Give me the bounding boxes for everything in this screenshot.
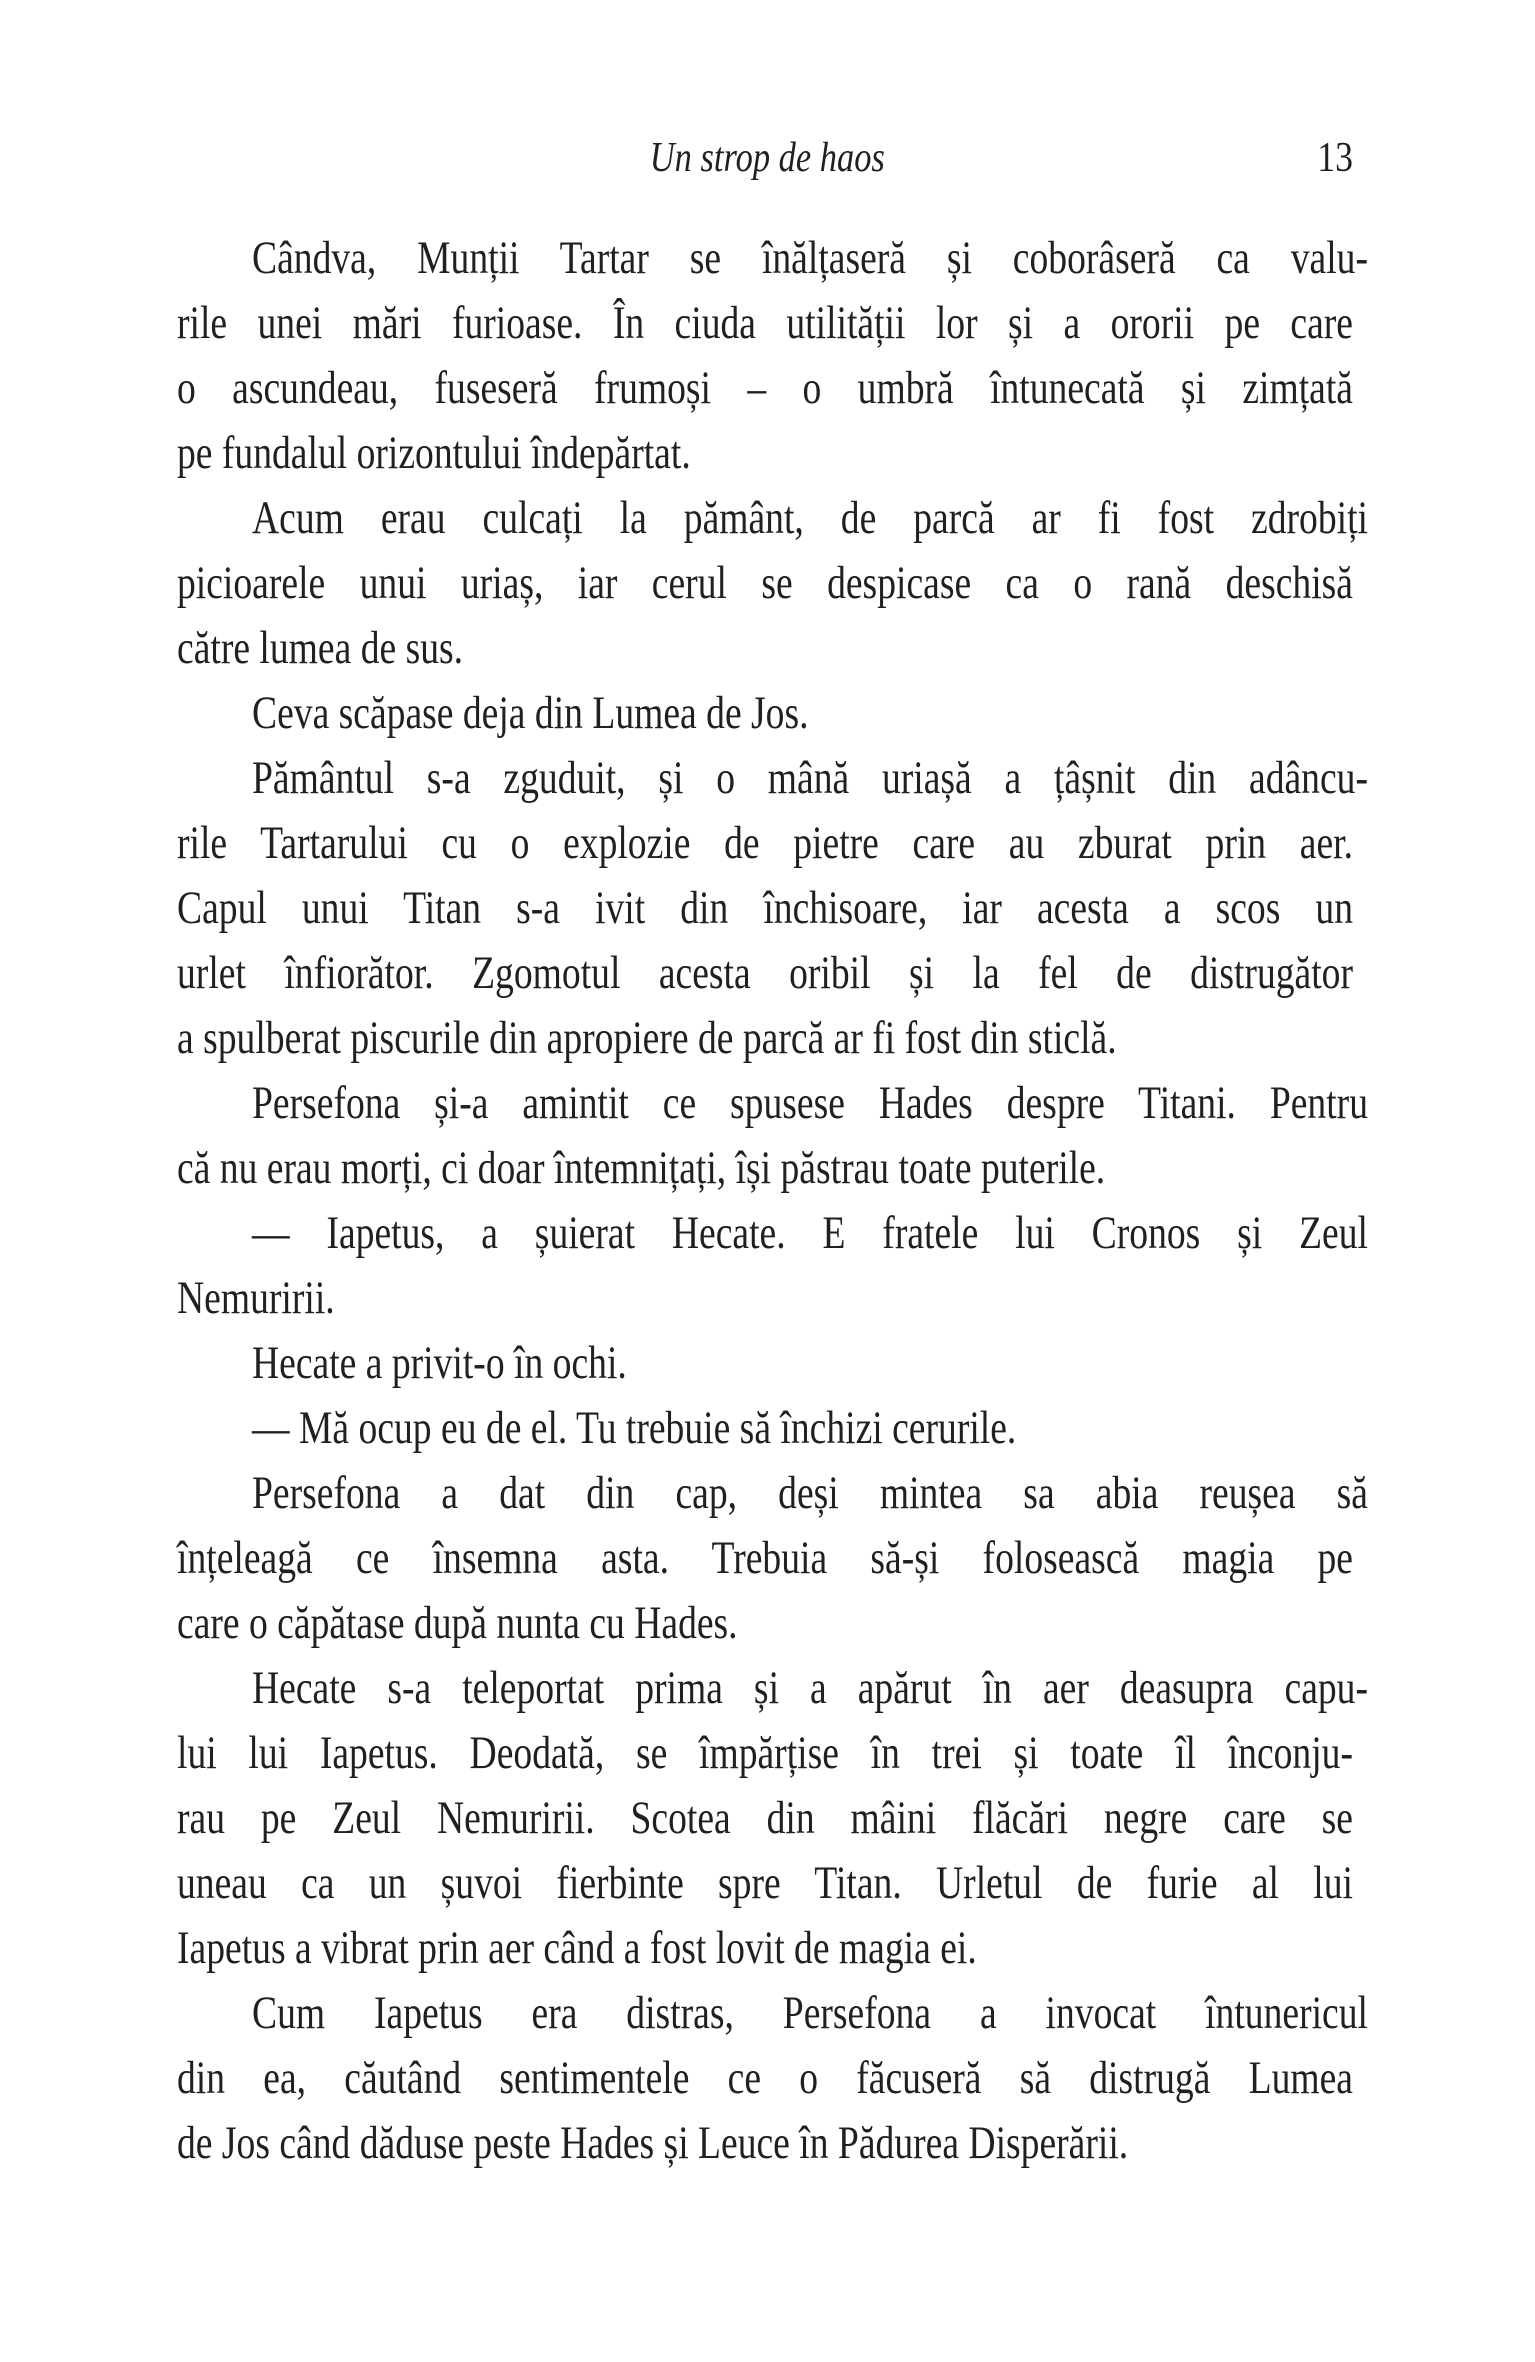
running-header-text: Un strop de haos — [649, 135, 886, 181]
text-line-content: Pământul s-a zguduit, și o mână uriașă a țâșnit din adâncu- — [252, 752, 1368, 804]
text-line — [177, 811, 1353, 876]
text-line — [177, 1071, 1368, 1136]
text-line-content: că nu erau morți, ci doar întemnițați, își păstrau toate puterile. — [177, 1142, 1106, 1194]
text-line — [177, 1201, 1368, 1266]
paragraph — [177, 1201, 1368, 1331]
text-line — [177, 291, 1353, 356]
text-line-content: înțeleagă ce însemna asta. Trebuia să-și folosească magia pe — [177, 1532, 1353, 1584]
text-line — [177, 1851, 1353, 1916]
text-line-content: lui lui Iapetus. Deodată, se împărțise în trei și toate îl înconju- — [177, 1727, 1353, 1779]
text-line-content: urlet înfiorător. Zgomotul acesta oribil și la fel de distrugător — [177, 947, 1353, 999]
text-line-content: către lumea de sus. — [177, 622, 464, 674]
text-line — [177, 1526, 1353, 1591]
text-line-content: rile unei mări furioase. În ciuda utilității lor și a ororii pe care — [177, 297, 1353, 349]
paragraph — [177, 746, 1368, 1071]
text-line — [177, 1396, 1353, 1461]
text-line-content: Nemuririi. — [177, 1272, 335, 1324]
text-line — [177, 421, 1353, 486]
text-line-content: Persefona a dat din cap, deși mintea sa abia reușea să — [252, 1467, 1368, 1519]
text-line — [177, 2046, 1353, 2111]
text-line — [177, 1136, 1353, 1201]
text-line-content: Ceva scăpase deja din Lumea de Jos. — [252, 687, 809, 739]
text-line-content: uneau ca un șuvoi fierbinte spre Titan. Urletul de furie al lui — [177, 1857, 1353, 1909]
text-line — [177, 876, 1353, 941]
text-line — [177, 1721, 1353, 1786]
text-line-content: care o căpătase după nunta cu Hades. — [177, 1597, 738, 1649]
text-line — [177, 746, 1368, 811]
text-line-content: din ea, căutând sentimentele ce o făcuseră să distrugă Lumea — [177, 2052, 1353, 2104]
text-line-content: Iapetus a vibrat prin aer când a fost lovit de magia ei. — [177, 1922, 977, 1974]
text-line — [177, 1981, 1368, 2046]
text-line — [177, 2111, 1353, 2176]
text-line-content: rile Tartarului cu o explozie de pietre care au zburat prin aer. — [177, 817, 1353, 869]
paragraph — [177, 1981, 1368, 2176]
text-line — [177, 1331, 1353, 1396]
text-line — [177, 1916, 1353, 1981]
text-line — [177, 551, 1353, 616]
text-line — [177, 356, 1353, 421]
text-line — [177, 226, 1368, 291]
text-line-content: Hecate s-a teleportat prima și a apărut în aer deasupra capu- — [252, 1662, 1368, 1714]
text-line — [177, 486, 1368, 551]
text-line-content: picioarele unui uriaș, iar cerul se despicase ca o rană deschisă — [177, 557, 1353, 609]
text-line-content: rau pe Zeul Nemuririi. Scotea din mâini flăcări negre care se — [177, 1792, 1353, 1844]
text-line — [177, 1786, 1353, 1851]
paragraph — [177, 1461, 1368, 1656]
text-line-content: Capul unui Titan s-a ivit din închisoare, iar acesta a scos un — [177, 882, 1353, 934]
text-line-content: Hecate a privit-o în ochi. — [252, 1337, 627, 1389]
paragraph — [177, 1071, 1368, 1201]
text-line — [177, 1006, 1353, 1071]
running-header-title — [0, 130, 1535, 186]
page-number: 13 — [1317, 135, 1353, 181]
text-line — [177, 1266, 1353, 1331]
paragraph — [177, 1396, 1353, 1461]
text-line — [177, 1591, 1353, 1656]
text-line-content: — Mă ocup eu de el. Tu trebuie să închizi cerurile. — [252, 1402, 1017, 1454]
text-line-content: — Iapetus, a șuierat Hecate. E fratele lui Cronos și Zeul — [252, 1207, 1368, 1259]
text-line-content: Cum Iapetus era distras, Persefona a invocat întunericul — [252, 1987, 1368, 2039]
text-line — [177, 1656, 1368, 1721]
text-line-content: a spulberat piscurile din apropiere de parcă ar fi fost din sticlă. — [177, 1012, 1117, 1064]
paragraph — [177, 681, 1353, 746]
text-line — [177, 616, 1353, 681]
text-line — [177, 1461, 1368, 1526]
paragraph — [177, 486, 1368, 681]
text-line — [177, 941, 1353, 1006]
paragraph — [177, 1331, 1353, 1396]
text-line-content: Persefona și-a amintit ce spusese Hades despre Titani. Pentru — [252, 1077, 1368, 1129]
text-line-content: Cândva, Munții Tartar se înălțaseră și coborâseră ca valu- — [252, 232, 1368, 284]
paragraph — [177, 226, 1368, 486]
text-line-content: Acum erau culcați la pământ, de parcă ar fi fost zdrobiți — [252, 492, 1368, 544]
paragraph — [177, 1656, 1368, 1981]
text-line-content: o ascundeau, fuseseră frumoși – o umbră întunecată și zimțată — [177, 362, 1353, 414]
body-text — [177, 226, 1368, 2176]
text-line-content: de Jos când dăduse peste Hades și Leuce în Pădurea Disperării. — [177, 2117, 1129, 2169]
text-line-content: pe fundalul orizontului îndepărtat. — [177, 427, 691, 479]
text-line — [177, 681, 1353, 746]
